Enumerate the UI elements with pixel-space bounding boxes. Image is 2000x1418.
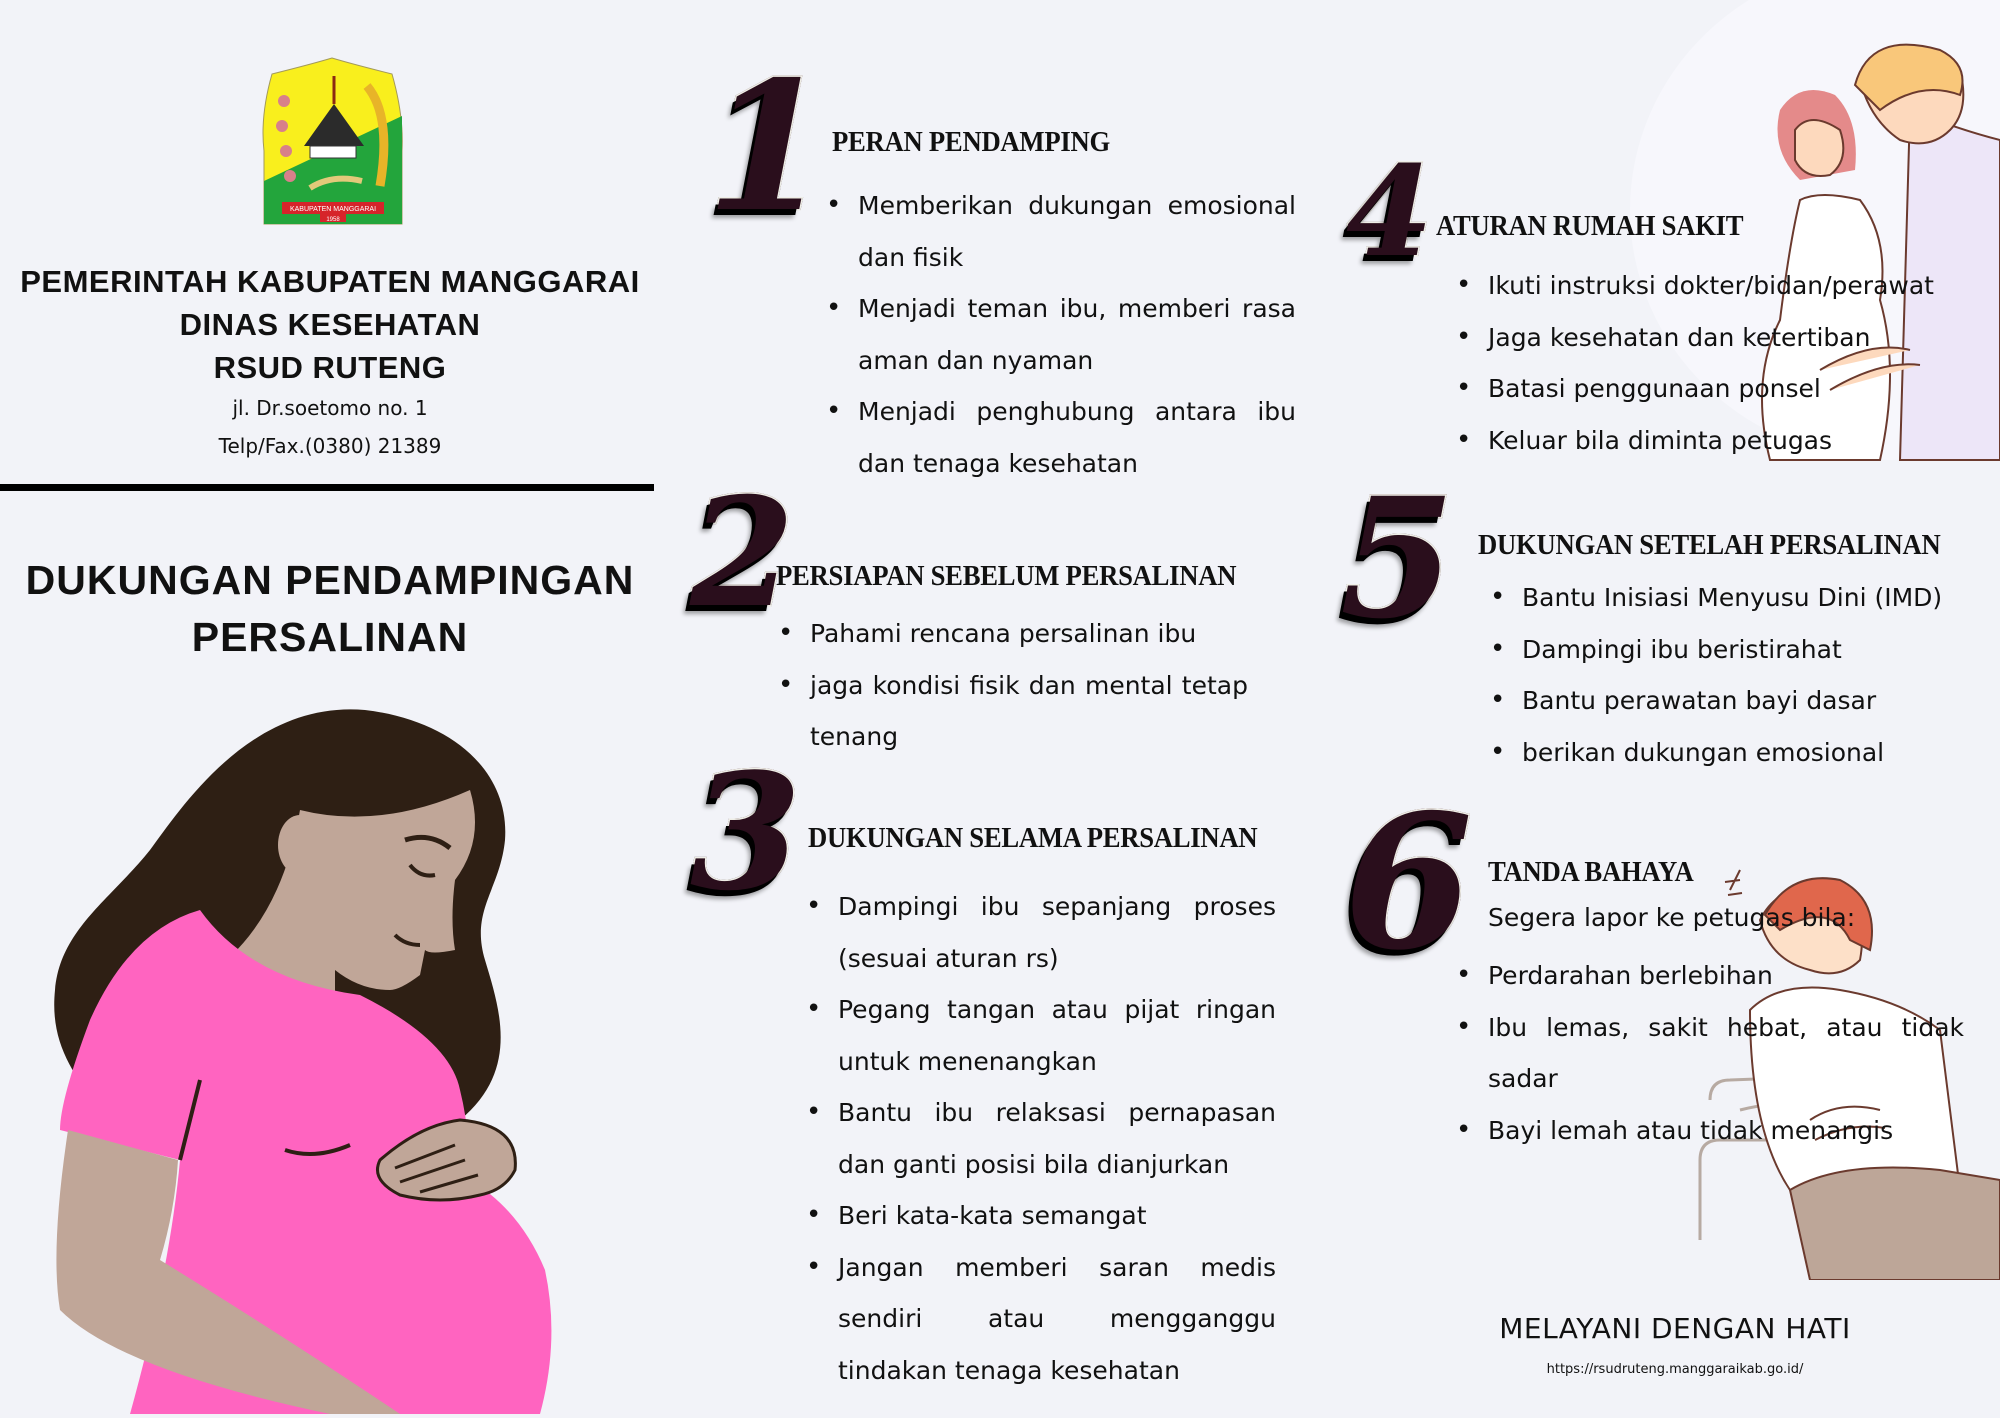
org-line-department: DINAS KESEHATAN — [179, 307, 481, 342]
list-item: • berikan dukungan emosional — [1490, 727, 1990, 779]
list-item: • Bantu ibu relaksasi pernapasan dan ganti posisi bila dianjurkan — [806, 1087, 1276, 1190]
section-6-intro: Segera lapor ke petugas bila: — [1488, 903, 1856, 932]
list-item: • Pahami rencana persalinan ibu — [778, 608, 1248, 660]
section-2-list — [778, 608, 1248, 763]
phone: Telp/Fax.(0380) 21389 — [218, 434, 442, 458]
section-1-list — [826, 180, 1296, 489]
page-title-line1: DUKUNGAN PENDAMPINGAN — [25, 557, 635, 603]
list-item: • Menjadi teman ibu, memberi rasa aman dan nyaman — [826, 283, 1296, 386]
list-item: • Dampingi ibu beristirahat — [1490, 624, 1990, 676]
section-title-selama: DUKUNGAN SELAMA PERSALINAN — [808, 822, 1258, 854]
section-6-list — [1456, 950, 1964, 1156]
list-item: • Bantu perawatan bayi dasar — [1490, 675, 1990, 727]
page-title-line2: PERSALINAN — [191, 614, 469, 660]
section-number-2: 2 — [690, 465, 795, 641]
svg-text:1958: 1958 — [326, 217, 340, 223]
list-item: • Bayi lemah atau tidak menangis — [1456, 1105, 1964, 1157]
section-number-4: 4 — [1346, 139, 1433, 285]
coat-of-arms-logo — [252, 56, 412, 228]
slogan: MELAYANI DENGAN HATI — [1499, 1312, 1851, 1345]
address: jl. Dr.soetomo no. 1 — [232, 396, 428, 420]
organization-header — [0, 260, 660, 465]
svg-text:KABUPATEN MANGGARAI: KABUPATEN MANGGARAI — [289, 206, 377, 213]
section-title-persiapan: PERSIAPAN SEBELUM PERSALINAN — [776, 560, 1237, 592]
section-title-setelah: DUKUNGAN SETELAH PERSALINAN — [1478, 529, 1941, 561]
page-title — [0, 552, 660, 666]
list-item: • Ikuti instruksi dokter/bidan/perawat — [1456, 260, 1976, 312]
list-item: • Pegang tangan atau pijat ringan untuk menenangkan — [806, 984, 1276, 1087]
list-item: • Jangan memberi saran medis sendiri atau mengganggu tindakan tenaga kesehatan — [806, 1242, 1276, 1397]
section-title-peran-pendamping: PERAN PENDAMPING — [832, 126, 1110, 158]
list-item: • Dampingi ibu sepanjang proses (sesuai aturan rs) — [806, 881, 1276, 984]
section-title-aturan-rumah-sakit: ATURAN RUMAH SAKIT — [1436, 210, 1744, 242]
section-number-6: 6 — [1344, 773, 1473, 991]
section-5-list — [1490, 572, 1990, 778]
org-line-hospital: RSUD RUTENG — [213, 350, 447, 385]
list-item: • jaga kondisi fisik dan mental tetap tenang — [778, 660, 1248, 763]
section-number-1: 1 — [706, 42, 830, 251]
pregnant-woman-illustration — [0, 690, 660, 1414]
list-item: • Perdarahan berlebihan — [1456, 950, 1964, 1002]
list-item: • Bantu Inisiasi Menyusu Dini (IMD) — [1490, 572, 1990, 624]
list-item: • Menjadi penghubung antara ibu dan tenaga kesehatan — [826, 386, 1296, 489]
list-item: • Keluar bila diminta petugas — [1456, 415, 1976, 467]
header-divider — [0, 484, 654, 491]
list-item: • Memberikan dukungan emosional dan fisik — [826, 180, 1296, 283]
section-4-list — [1456, 260, 1976, 466]
section-number-3: 3 — [690, 738, 802, 926]
section-title-tanda-bahaya: TANDA BAHAYA — [1488, 856, 1694, 888]
section-number-5: 5 — [1340, 461, 1455, 655]
website-url: https://rsudruteng.manggaraikab.go.id/ — [1546, 1362, 1804, 1377]
org-line-government: PEMERINTAH KABUPATEN MANGGARAI — [20, 264, 640, 299]
list-item: • Jaga kesehatan dan ketertiban — [1456, 312, 1976, 364]
section-3-list — [806, 881, 1276, 1396]
list-item: • Beri kata-kata semangat — [806, 1190, 1276, 1242]
list-item: • Ibu lemas, sakit hebat, atau tidak sadar — [1456, 1002, 1964, 1105]
list-item: • Batasi penggunaan ponsel — [1456, 363, 1976, 415]
